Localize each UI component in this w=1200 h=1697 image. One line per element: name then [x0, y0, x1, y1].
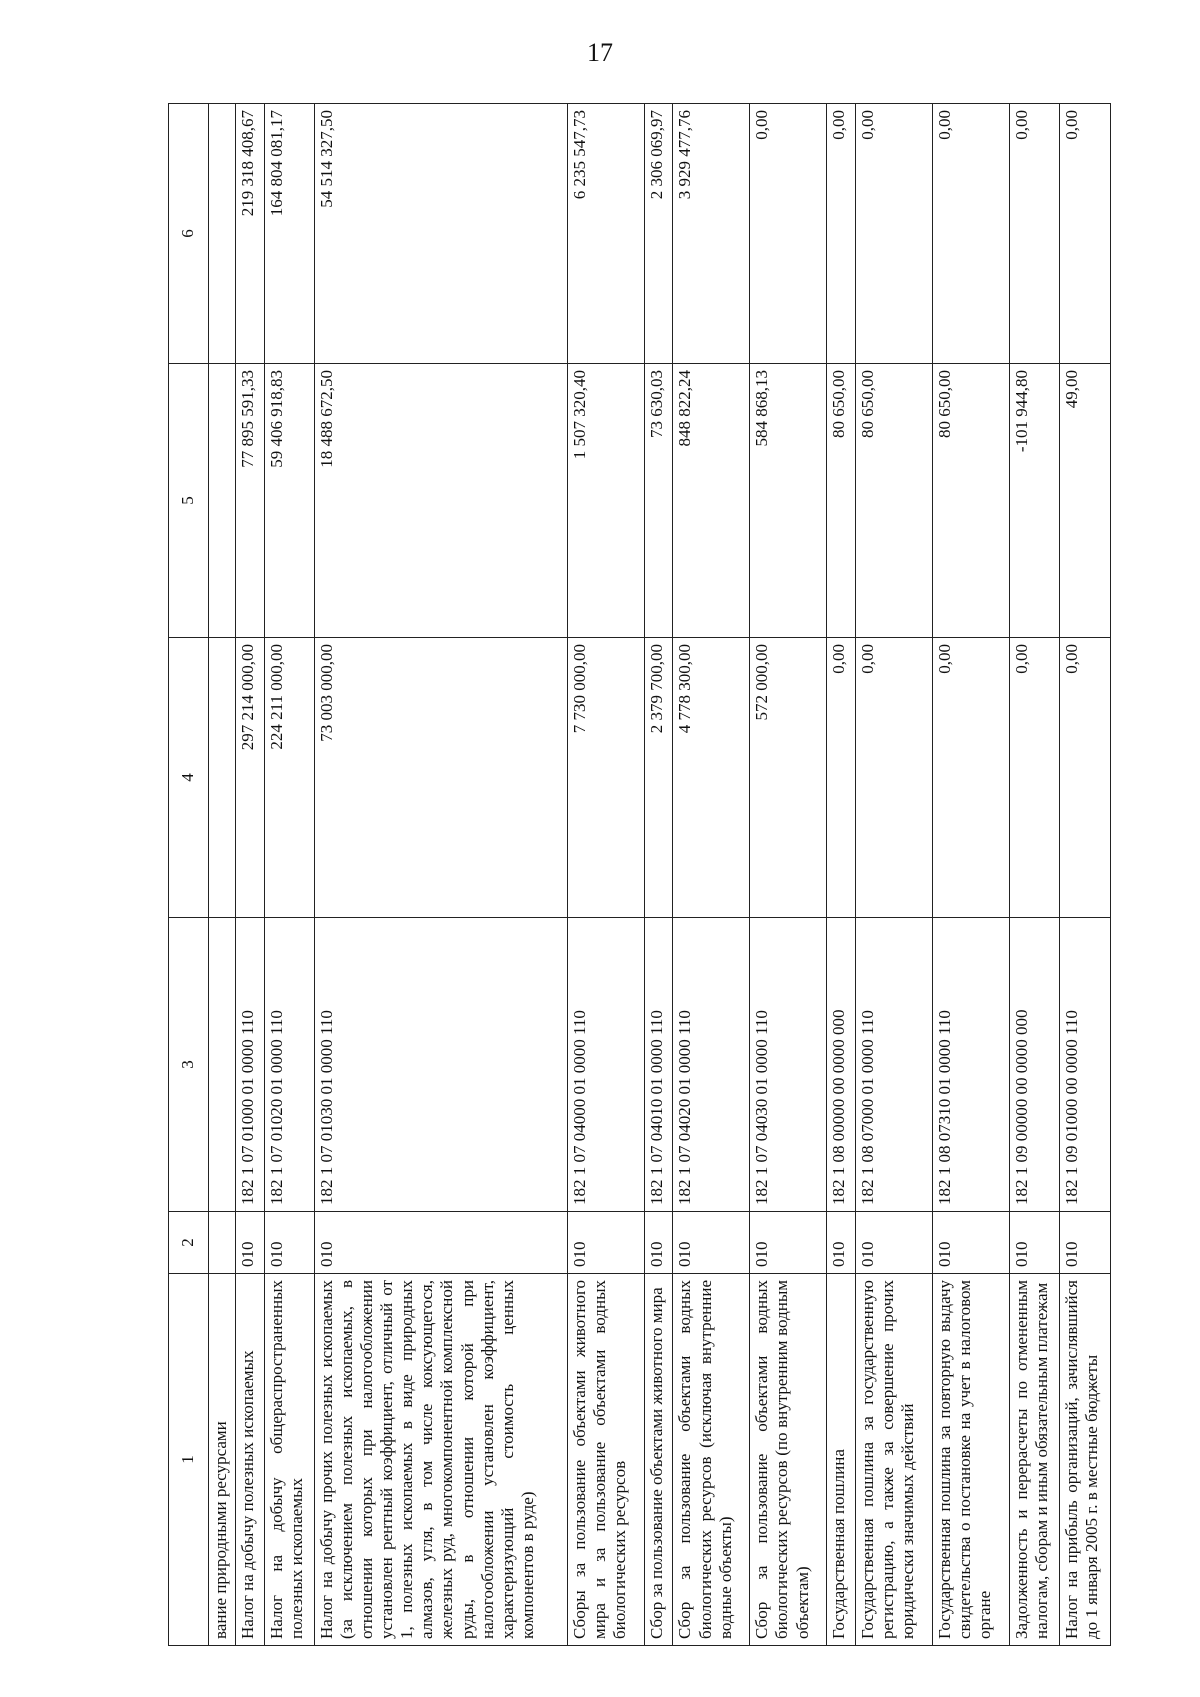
row-kbk-cell: 182 1 08 07000 01 0000 110 [855, 918, 932, 1212]
row-code-cell: 010 [750, 1212, 827, 1274]
row-fact-cell: 80 650,00 [932, 364, 1009, 638]
row-plan-cell: 224 211 000,00 [264, 638, 315, 918]
row-kbk-cell: 182 1 07 01030 01 0000 110 [315, 918, 568, 1212]
row-code-cell: 010 [1060, 1212, 1111, 1274]
row-name-cell: Государственная пошлина [827, 1274, 856, 1646]
row-name-cell: Налог на добычу прочих полезных ископаемых (за исключением полезных ископаемых, в отношении которых при налогообложении установлен рентный коэффициент, отличный от 1, полезных ископаемых в виде природных алмазов, угля, в том числе коксующегося, железных руд, многокомпонентной комплексной руды, в отношении которой при налогообложении установлен коэффициент, характеризующий стоимость ценных компонентов в руде) [315, 1274, 568, 1646]
table-header-row [169, 104, 209, 1646]
row-plan-cell: 2 379 700,00 [644, 638, 673, 918]
row-plan-cell: 73 003 000,00 [315, 638, 568, 918]
revenue-table [168, 103, 1111, 1646]
page-number: 17 [587, 38, 613, 67]
row-plan-cell: 572 000,00 [750, 638, 827, 918]
column-header-5: 5 [169, 364, 209, 638]
row-rest-cell [208, 104, 236, 364]
table-row [236, 104, 265, 1646]
row-code-cell: 010 [1009, 1212, 1060, 1274]
row-fact-cell: 49,00 [1060, 364, 1111, 638]
row-kbk-cell: 182 1 09 00000 00 0000 000 [1009, 918, 1060, 1212]
row-plan-cell: 0,00 [1060, 638, 1111, 918]
row-plan-cell: 297 214 000,00 [236, 638, 265, 918]
row-plan-cell: 4 778 300,00 [673, 638, 750, 918]
row-fact-cell: 584 868,13 [750, 364, 827, 638]
column-header-1: 1 [169, 1274, 209, 1646]
row-rest-cell: 6 235 547,73 [567, 104, 644, 364]
table-row [855, 104, 932, 1646]
row-code-cell: 010 [315, 1212, 568, 1274]
row-code-cell: 010 [644, 1212, 673, 1274]
row-plan-cell: 0,00 [932, 638, 1009, 918]
row-name-cell: Сбор за пользование объектами водных биологических ресурсов (по внутренним водным объектам) [750, 1274, 827, 1646]
row-name-cell: Сбор за пользование объектами водных биологических ресурсов (исключая внутренние водные объекты) [673, 1274, 750, 1646]
table-row [315, 104, 568, 1646]
row-rest-cell: 54 514 327,50 [315, 104, 568, 364]
row-rest-cell: 0,00 [1060, 104, 1111, 364]
row-plan-cell: 0,00 [827, 638, 856, 918]
row-rest-cell: 3 929 477,76 [673, 104, 750, 364]
row-fact-cell: 77 895 591,33 [236, 364, 265, 638]
row-name-cell: Государственная пошлина за повторную выдачу свидетельства о постановке на учет в налоговом органе [932, 1274, 1009, 1646]
row-fact-cell: 73 630,03 [644, 364, 673, 638]
row-rest-cell: 0,00 [1009, 104, 1060, 364]
row-rest-cell: 0,00 [932, 104, 1009, 364]
row-kbk-cell: 182 1 08 07310 01 0000 110 [932, 918, 1009, 1212]
row-fact-cell: 80 650,00 [855, 364, 932, 638]
row-kbk-cell: 182 1 07 04020 01 0000 110 [673, 918, 750, 1212]
row-rest-cell: 0,00 [827, 104, 856, 364]
row-fact-cell: 18 488 672,50 [315, 364, 568, 638]
row-fact-cell: 848 822,24 [673, 364, 750, 638]
row-name-cell: Налог на добычу общераспространенных полезных ископаемых [264, 1274, 315, 1646]
row-kbk-cell: 182 1 07 01020 01 0000 110 [264, 918, 315, 1212]
row-fact-cell: 1 507 320,40 [567, 364, 644, 638]
row-rest-cell: 164 804 081,17 [264, 104, 315, 364]
row-kbk-cell: 182 1 08 00000 00 0000 000 [827, 918, 856, 1212]
row-rest-cell: 2 306 069,97 [644, 104, 673, 364]
table-row [567, 104, 644, 1646]
row-kbk-cell [208, 918, 236, 1212]
table-row [1060, 104, 1111, 1646]
row-name-cell: Налог на добычу полезных ископаемых [236, 1274, 265, 1646]
table-row [673, 104, 750, 1646]
row-code-cell [208, 1212, 236, 1274]
table-row [264, 104, 315, 1646]
row-name-cell: вание природными ресурсами [208, 1274, 236, 1646]
table-row [750, 104, 827, 1646]
row-rest-cell: 0,00 [855, 104, 932, 364]
row-code-cell: 010 [673, 1212, 750, 1274]
table-row [932, 104, 1009, 1646]
row-plan-cell: 0,00 [1009, 638, 1060, 918]
row-name-cell: Задолженность и перерасчеты по отмененным налогам, сборам и иным обязательным платежам [1009, 1274, 1060, 1646]
table-row [208, 104, 236, 1646]
row-kbk-cell: 182 1 07 01000 01 0000 110 [236, 918, 265, 1212]
row-fact-cell: 59 406 918,83 [264, 364, 315, 638]
row-kbk-cell: 182 1 07 04010 01 0000 110 [644, 918, 673, 1212]
rotated-table-container [168, 104, 1111, 1646]
table-row [827, 104, 856, 1646]
table-row [1009, 104, 1060, 1646]
row-fact-cell: 80 650,00 [827, 364, 856, 638]
row-code-cell: 010 [567, 1212, 644, 1274]
row-rest-cell: 0,00 [750, 104, 827, 364]
row-kbk-cell: 182 1 07 04030 01 0000 110 [750, 918, 827, 1212]
row-kbk-cell: 182 1 09 01000 00 0000 110 [1060, 918, 1111, 1212]
row-code-cell: 010 [827, 1212, 856, 1274]
row-fact-cell [208, 364, 236, 638]
row-plan-cell [208, 638, 236, 918]
row-name-cell: Сбор за пользование объектами животного мира [644, 1274, 673, 1646]
column-header-4: 4 [169, 638, 209, 918]
column-header-6: 6 [169, 104, 209, 364]
row-name-cell: Налог на прибыль организаций, зачислявшийся до 1 января 2005 г. в местные бюджеты [1060, 1274, 1111, 1646]
row-code-cell: 010 [932, 1212, 1009, 1274]
row-plan-cell: 0,00 [855, 638, 932, 918]
row-rest-cell: 219 318 408,67 [236, 104, 265, 364]
column-header-2: 2 [169, 1212, 209, 1274]
row-plan-cell: 7 730 000,00 [567, 638, 644, 918]
row-fact-cell: -101 944,80 [1009, 364, 1060, 638]
row-name-cell: Сборы за пользование объектами животного мира и за пользование объектами водных биологических ресурсов [567, 1274, 644, 1646]
row-name-cell: Государственная пошлина за государственную регистрацию, а также за совершение прочих юридически значимых действий [855, 1274, 932, 1646]
row-code-cell: 010 [264, 1212, 315, 1274]
column-header-3: 3 [169, 918, 209, 1212]
row-code-cell: 010 [855, 1212, 932, 1274]
row-kbk-cell: 182 1 07 04000 01 0000 110 [567, 918, 644, 1212]
row-code-cell: 010 [236, 1212, 265, 1274]
table-row [644, 104, 673, 1646]
